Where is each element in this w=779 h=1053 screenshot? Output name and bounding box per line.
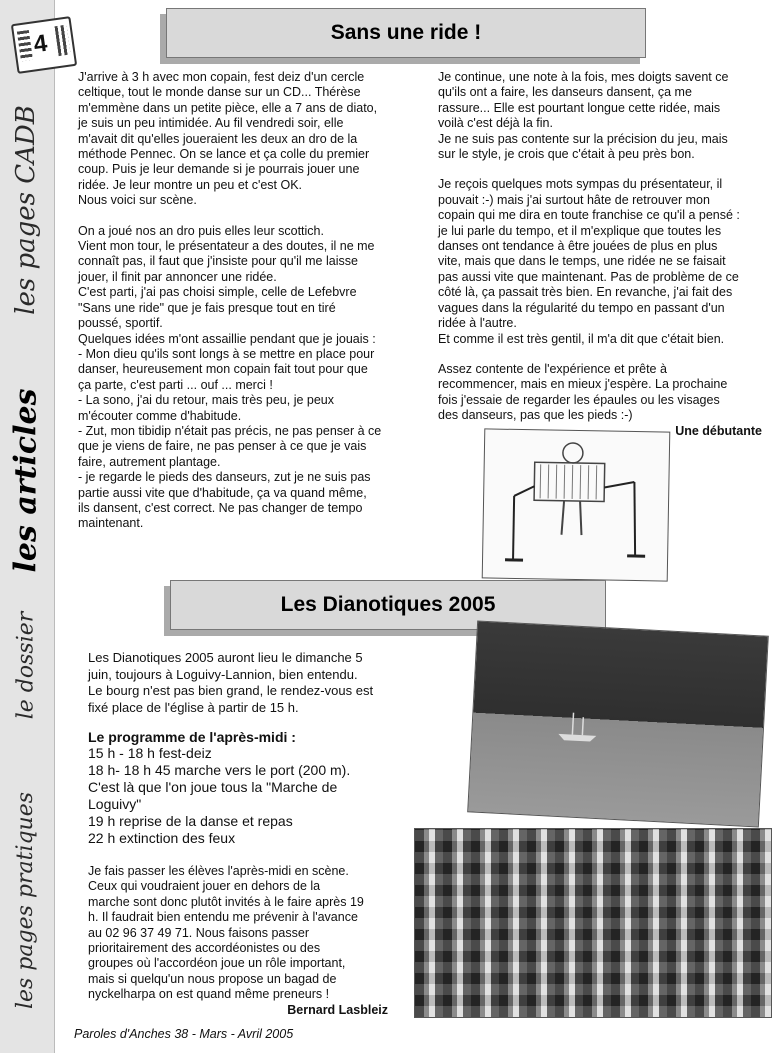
text-line: poussé, sportif. — [78, 316, 163, 331]
text-line: h. Il faudrait bien entendu me prévenir à l'avance — [88, 910, 358, 925]
text-line: Vient mon tour, le présentateur a des doutes, il ne me — [78, 239, 375, 254]
text-line: m'emmène dans un petite pièce, elle a 7 ans de diato, — [78, 100, 378, 115]
text-line: recommencer, mais en mieux j'espère. La prochaine — [438, 377, 728, 392]
article-left-column — [78, 70, 406, 547]
text-line: des danseurs, pas que les pieds :-) — [438, 408, 633, 423]
text-line: Quelques idées m'ont assaillie pendant que je jouais : — [78, 331, 376, 346]
text-line: C'est parti, j'ai pas choisi simple, celle de Lefebvre — [78, 285, 357, 300]
section-title: Les Dianotiques 2005 — [170, 580, 606, 630]
text-line: juin, toujours à Loguivy-Lannion, bien entendu. — [88, 666, 358, 682]
text-line: Le bourg n'est pas bien grand, le rendez-vous est — [88, 683, 374, 698]
text-line: vite, mais que dans le temps, une ridée ne se faisait — [438, 254, 726, 269]
text-line: - La sono, j'ai du retour, mais très peu, je peux — [78, 393, 334, 408]
sea-photo — [467, 620, 769, 827]
text-line: maintenant. — [78, 516, 144, 531]
program-title: Le programme de l'après-midi : — [88, 729, 296, 745]
text-line: m'avait dit qu'elles joueraient les deux an dro de la — [78, 131, 358, 146]
article-signature: Une débutante — [675, 424, 762, 438]
text-line: je lui parle du tempo, et il m'explique que toutes les — [438, 223, 722, 238]
text-line: qu'ils ont a faire, les danseurs dansent, ça me — [438, 85, 692, 100]
text-line: méthode Pennec. On se lance et ça colle du premier — [78, 147, 370, 162]
text-line: danses ont tendance à être jouées de plus en plus — [438, 239, 718, 254]
sidebar-label-cadb: les pages CADB — [11, 105, 41, 315]
text-line: sur le style, je crois que c'était à peu près bon. — [438, 147, 695, 162]
text-line: connaît pas, il faut que j'insiste pour qu'il me laisse — [78, 254, 358, 269]
text-line: mais si quelqu'un nous propose un bagad de — [88, 971, 337, 986]
text-line: 18 h- 18 h 45 marche vers le port (200 m). — [88, 762, 351, 779]
text-line: nyckelharpa on est quand même preneurs ! — [88, 987, 330, 1002]
sidebar-label-dossier: le dossier — [13, 611, 39, 719]
text-line: je suis un peu intimidée. Au fil vendredi soir, elle — [78, 116, 344, 131]
text-line: prioritairement des accordéonistes ou des — [88, 941, 321, 956]
drawing-svg — [483, 429, 670, 580]
text-line: marche sont donc plutôt invités à le faire après 19 — [88, 894, 364, 909]
text-line: au 02 96 37 49 71. Nous faisons passer — [88, 925, 309, 940]
event-closing — [88, 864, 388, 1003]
event-signature: Bernard Lasbleiz — [287, 1003, 388, 1017]
text-line: Je reçois quelques mots sympas du présentateur, il — [438, 177, 723, 192]
text-line: On a joué nos an dro puis elles leur scottich. — [78, 223, 324, 238]
boat-icon — [468, 622, 768, 827]
text-line: côté là, ça passait très bien. En revanche, j'ai fait des — [438, 285, 733, 300]
text-line: Loguivy" — [88, 796, 142, 813]
text-line: jouer, il finit par annoncer une ridée. — [78, 269, 277, 284]
text-line: celtique, tout le monde danse sur un CD... Thérèse — [78, 85, 361, 100]
text-line: pas aussi vite que maintenant. Pas de problème de ce — [438, 269, 739, 284]
text-line: Nous voici sur scène. — [78, 193, 197, 208]
text-line: Je fais passer les élèves l'après-midi en scène. — [88, 864, 349, 878]
text-line: que je viens de faire, ne pas penser à ce que je vais — [78, 439, 367, 454]
text-line: ça parte, c'est parti ... ouf ... merci ! — [78, 377, 273, 392]
text-line: pouvait :-) mais j'ai surtout hâte de retrouver mon — [438, 192, 710, 207]
sidebar-label-articles: les articles — [8, 388, 44, 572]
accordion-icon — [11, 16, 77, 74]
text-line: danser, heureusement mon copain fait tout pour que — [78, 362, 368, 377]
text-line: - Mon dieu qu'ils sont longs à se mettre en place pour — [78, 346, 375, 361]
paragraph — [438, 177, 762, 346]
text-line: fois j'essaie de regarder les épaules ou les visages — [438, 392, 720, 407]
text-line: Les Dianotiques 2005 auront lieu le dimanche 5 — [88, 650, 363, 665]
article-right-column — [438, 70, 762, 439]
paragraph — [438, 70, 762, 162]
crowd-photo — [414, 828, 772, 1018]
text-line: Et comme il est très gentil, il m'a dit que c'était bien. — [438, 331, 725, 346]
text-line: faire, autrement plantage. — [78, 454, 221, 469]
text-line: 15 h - 18 h fest-deiz — [88, 745, 212, 762]
text-line: m'écouter comme d'habitude. — [78, 408, 242, 423]
accordion-drawing — [482, 428, 671, 581]
page-number: 4 — [32, 29, 49, 59]
sidebar-label-pratiques: les pages pratiques — [13, 791, 39, 1009]
text-line: - Zut, mon tibidip n'était pas précis, ne pas penser à ce — [78, 423, 382, 438]
footer: Paroles d'Anches 38 - Mars - Avril 2005 — [74, 1027, 294, 1041]
text-line: coup. Puis je leur demande si je pourrais jouer une — [78, 162, 360, 177]
program-list — [88, 745, 388, 847]
text-line: fixé place de l'église à partir de 15 h. — [88, 699, 299, 715]
text-line: partie aussi vite que d'habitude, ça va quand même, — [78, 485, 367, 500]
program-block — [88, 730, 388, 847]
text-line: ils dansent, c'est correct. Ne pas changer de tempo — [78, 500, 363, 515]
text-line: copain qui me dira en toute franchise ce qu'il a pensé : — [438, 208, 740, 223]
article-title: Sans une ride ! — [166, 8, 646, 58]
text-line: Je continue, une note à la fois, mes doigts savent ce — [438, 70, 729, 84]
paragraph — [438, 362, 762, 424]
text-line: rassure... Elle est pourtant longue cette ridée, mais — [438, 100, 721, 115]
text-line: Je ne suis pas contente sur la précision du jeu, mais — [438, 131, 728, 146]
text-line: "Sans une ride" que je fais presque tout en tiré — [78, 300, 336, 315]
text-line: J'arrive à 3 h avec mon copain, fest deiz d'un cercle — [78, 70, 365, 84]
text-line: ridée à l'autre. — [438, 316, 517, 331]
text-line: voilà c'est déjà la fin. — [438, 116, 553, 131]
text-line: 22 h extinction des feux — [88, 830, 236, 847]
text-line: - je regarde le pieds des danseurs, zut je ne suis pas — [78, 470, 371, 485]
event-intro — [88, 650, 388, 716]
text-line: Ceux qui voudraient jouer en dehors de la — [88, 879, 321, 894]
paragraph — [78, 224, 406, 532]
paragraph — [78, 70, 406, 209]
text-line: groupes où l'accordéon joue un rôle important, — [88, 956, 346, 971]
text-line: vagues dans la régularité du tempo en passant d'un — [438, 300, 725, 315]
text-line: ridée. Je leur montre un peu et c'est OK. — [78, 177, 303, 192]
text-line: C'est là que l'on joue tous la "Marche de — [88, 779, 338, 796]
text-line: 19 h reprise de la danse et repas — [88, 813, 293, 830]
text-line: Assez contente de l'expérience et prête à — [438, 361, 667, 376]
